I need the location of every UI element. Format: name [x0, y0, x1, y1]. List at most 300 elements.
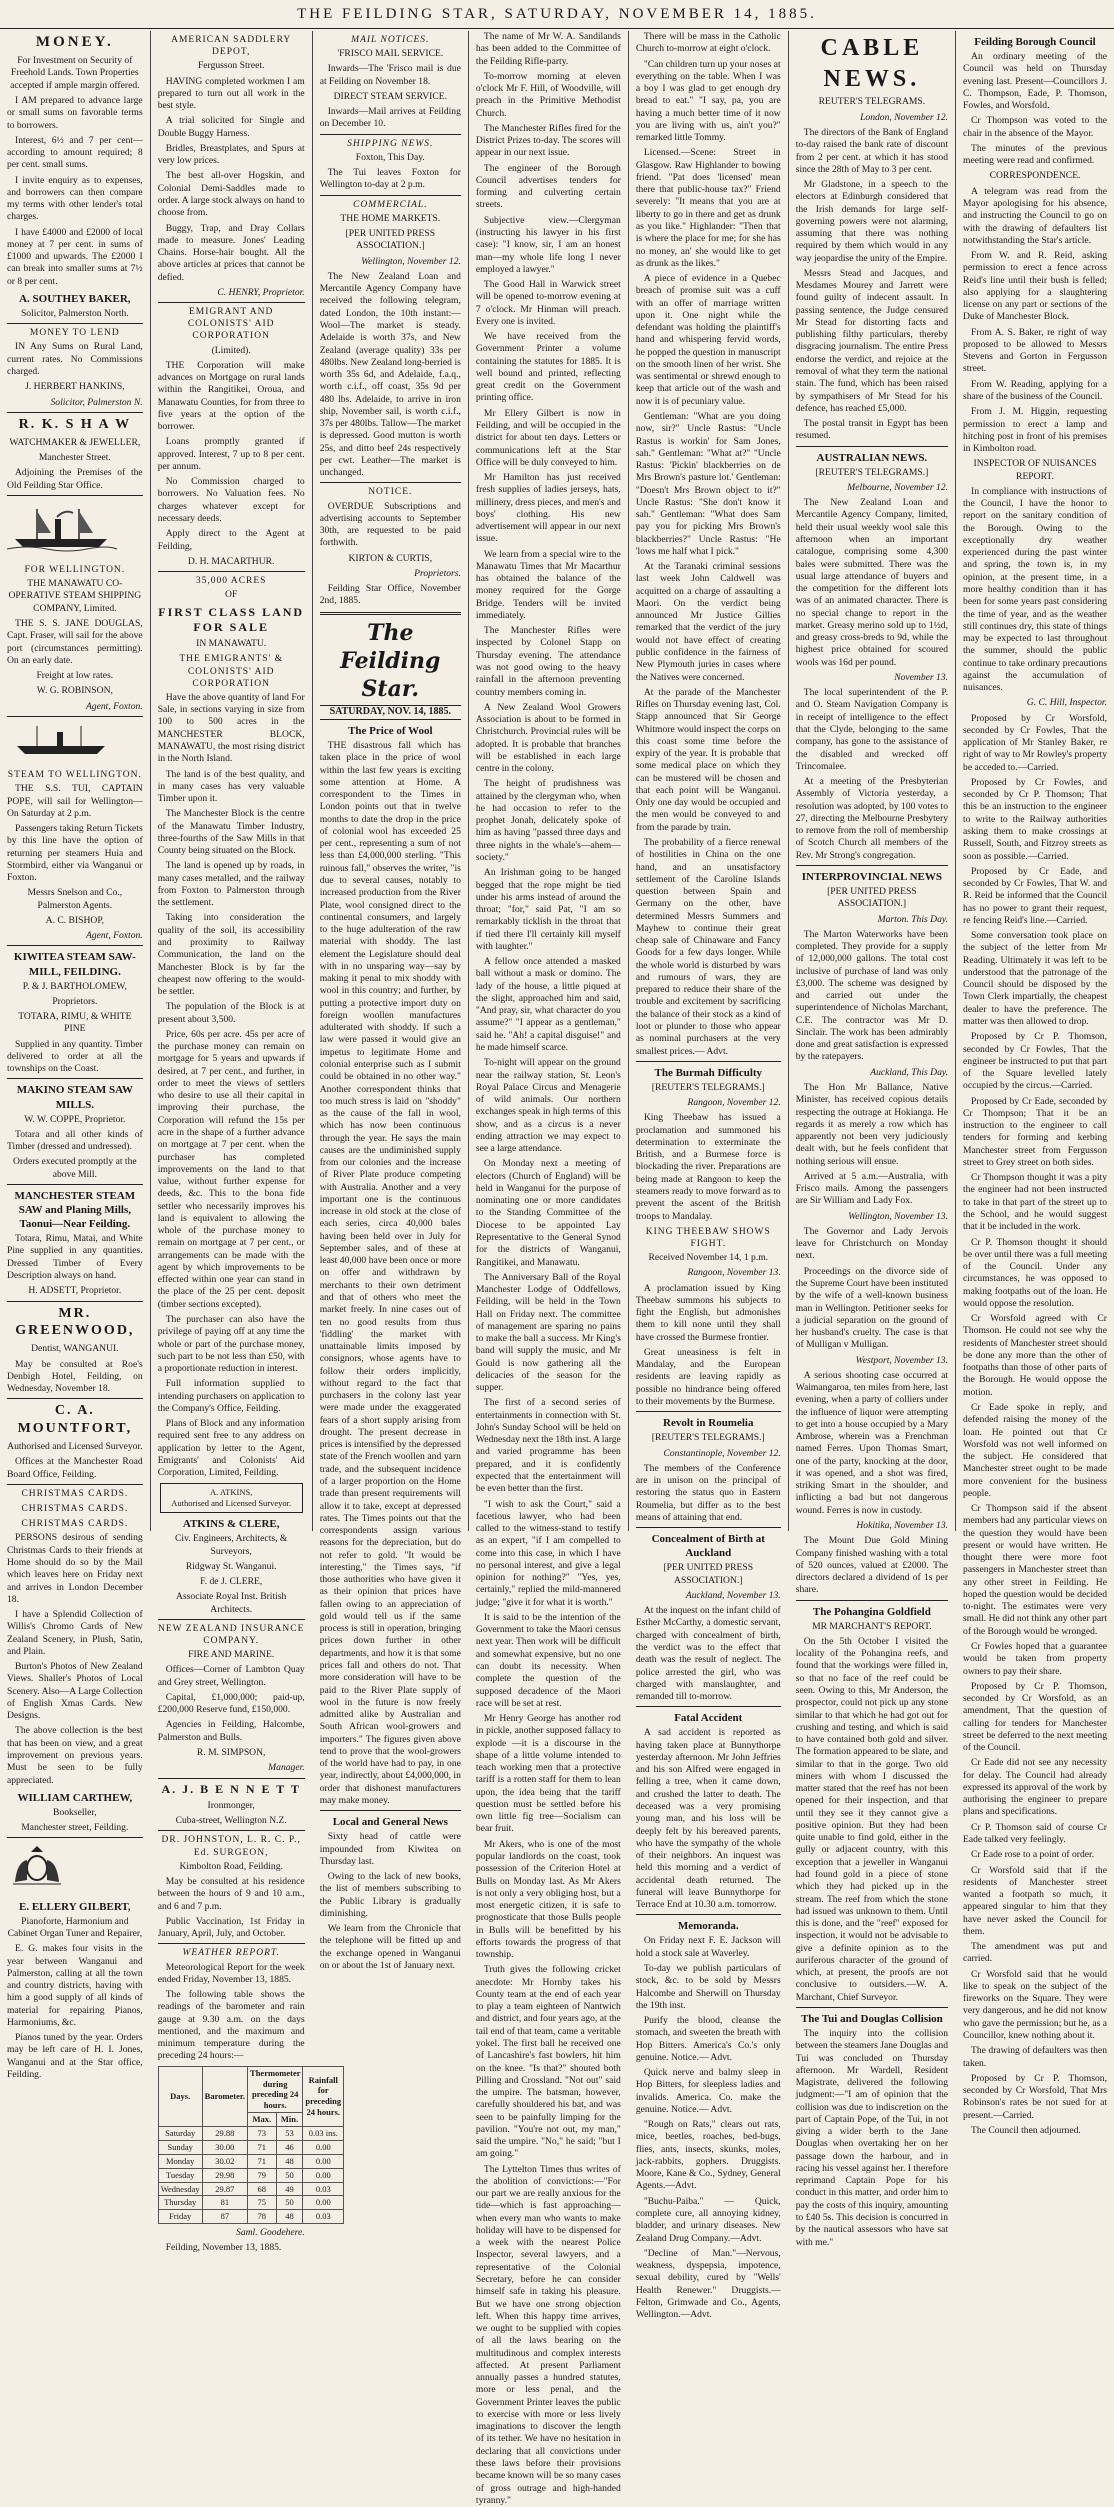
advertiser-sub: WATCHMAKER & JEWELLER, [9, 436, 141, 448]
ad-text: No Commission charged to borrowers. No Valuation fees. No charges whatever except for necessary deeds. [157, 476, 305, 525]
weather-col-header: Rainfall for preceding 24 hours. [303, 2066, 344, 2126]
article-heading: Feilding Borough Council [974, 36, 1096, 48]
article-heading: Concealment of Birth at Auckland [651, 1533, 765, 1560]
column-4 [469, 31, 629, 2506]
weather-cell: 71 [248, 2140, 277, 2154]
ad-text: Apply direct to the Agent at Feilding, [157, 528, 305, 552]
section-sub: DIRECT STEAM SERVICE. [333, 90, 447, 102]
article-text: Cr Worsfold said that if the residents of Manchester street wanted a footpath so much, it appeared singular to him that they have never asked the Council for them. [963, 1864, 1107, 1937]
article-text: The members of the Conference are in unison on the principal of restoring the status quo in Eastern Roumelia, but differ as to the best means of attaining that end. [635, 1462, 781, 1523]
ad-text: Loans promptly granted if approved. Interest, 7 up to 8 per cent. per annum. [157, 436, 305, 472]
advertiser-sub: Ridgway St. Wanganui. [185, 1560, 277, 1572]
ad-text: Buggy, Trap, and Dray Collars made to measure. Jones' Leading Chains. Horse-hair bought. All the above articles at prices that cannot be defied. [157, 222, 305, 283]
ad-heading: MANCHESTER STEAM SAW and Planing Mills, Taonui—Near Feilding. [14, 1189, 136, 1231]
article-text: The New Zealand Loan and Mercantile Agency Company, limited, held their usual weekly wool sale this afternoon when an important catalogue, comprising some 4,300 bales were submitted. There was the usual large attendance of buyers and the competition for the different lots was of an animated character. There is no special change to report in the market. Greasy merino sold up to 1½d, and greasy cross-breds to 9d, while the highest price obtained for scoured wools was 16d per pound. [795, 497, 949, 668]
ad-text: Bridles, Breastplates, and Spurs at very low prices. [157, 142, 305, 167]
column-5 [629, 31, 789, 2321]
news-item: To-night will appear on the ground near the railway station, St. Leon's Royal Palace Circus and Menagerie of wild animals. Our northern exchanges speak in high terms of this show, and as a circus is a never ending attraction we may expect to see a large attendance. [475, 1057, 621, 1155]
article-heading: KING THEEBAW SHOWS FIGHT. [645, 1226, 771, 1249]
weather-text: Meteorological Report for the week ended Friday, November 13, 1885. [157, 1961, 305, 1985]
article-text: The directors of the Bank of England to-day raised the bank rate of discount from 2 per cent. at which it has stood since the 28th of May to 3 per cent. [795, 126, 949, 175]
section-heading: SHIPPING NEWS. [347, 138, 434, 149]
news-item: "Can children turn up your noses at everything on the table. When I was a boy I was glad to get enough dry bread to eat." "I say, pa, you are having a much better time of it now you are living with us, ain't you?" remarked little Tommy. [635, 58, 781, 144]
news-item: "I wish to ask the Court," said a facetious lawyer, who had been called to the witness-stand to testify as an expert, "if I am compelled to come into this case, in which I have no personal interest, and give a legal opinion for nothing?" "Yes, yes, certainly," replied the mild-mannered judge; "give it for what it is worth." [475, 1498, 621, 1608]
article-text: Proposed by Cr P. Thomson, seconded by Cr Worsfold, That Mrs Robinson's rates be not sued for at present.—Carried. [963, 2072, 1107, 2121]
article-text: We learn from the Chronicle that the telephone will be fitted up and the exchange opened in Wanganui on or about the 1st of January next. [319, 1923, 461, 1971]
advertiser-name: P. & J. BARTHOLOMEW, [22, 980, 127, 992]
advertiser-sub: Manchester street, Feilding. [21, 1822, 129, 1834]
weather-cell: 48 [276, 2154, 303, 2168]
ad-text: Full information supplied to intending purchasers on application to the Company's Office, Feilding. [157, 1378, 305, 1414]
news-item: To-day we publish particulars of stock, &c. to be sold by Messrs Halcombe and Sherwill on Thursday the 19th inst. [635, 1962, 781, 2011]
article-text: Proceedings on the divorce side of the Supreme Court have been instituted by the wife of a well-known business man in Wellington. Petitioner seeks for a judicial separation on the ground of her husband's cruelty. The case is that of Mulligan v Mulligan. [795, 1265, 949, 1351]
section-sub: November 13. [894, 671, 949, 683]
section-sub: [REUTER'S TELEGRAMS.] [651, 1081, 765, 1093]
weather-row [158, 2168, 343, 2182]
news-item: A New Zealand Wool Growers Association is about to be formed in Christchurch. Provincial rules will be adopted. It is probable that branches will be established in each large centre in the colony. [475, 701, 621, 775]
advertiser-sub: Ironmonger, [207, 1799, 255, 1811]
ad-text: The population of the Block is at present about 3,500. [157, 1001, 305, 1025]
advertiser-sub: (Limited). [211, 344, 251, 356]
advertiser-name: A. SOUTHEY BAKER, [19, 292, 131, 305]
article-text: Proposed by Cr Eade, seconded by Cr Thompson; That it be an instruction to the engineer to call tenders for forming and kerbing Manchester street from Fergusson street to Grey street on both sides. [963, 1095, 1107, 1168]
article-heading: Memoranda. [677, 1920, 739, 1933]
ad-heading: R. K. S H A W [18, 416, 132, 432]
weather-cell: 0.03 [303, 2182, 344, 2196]
weather-heading: WEATHER REPORT. [182, 1948, 280, 1959]
weather-cell: 53 [276, 2127, 303, 2141]
weather-cell: 0.00 [303, 2168, 344, 2182]
weather-row [158, 2140, 343, 2154]
section-heading: MAIL NOTICES. [351, 35, 430, 45]
advertiser-sub: Solicitor, Palmerston N. [50, 396, 143, 408]
advertiser-name: W. W. COPPE, Proprietor. [24, 1113, 126, 1125]
article-text: In compliance with instructions of the Council, I have the honor to report on the sanitary condition of the Borough. Owing to the exceptionally dry weather experienced during the past winter and spring, the town is, in my opinion, at the present time, in a more healthy condition than it has been for some years past considering the time of year, and as the weather still continues dry, this state of things may be expected to last throughout the summer, should the public continue to take ordinary precautions against the accumulation of nuisances. [963, 485, 1107, 694]
weather-text: The following table shows the readings of the barometer and rain gauge at 9.30 a.m. on the days mentioned, and the maximum and minimum temperature during the preceding 24 hours:— [157, 1989, 305, 2062]
ad-heading: MR. GREENWOOD, [15, 1305, 135, 1339]
advertiser-sub: Proprietors. [52, 995, 98, 1007]
article-heading: AUSTRALIAN NEWS. [816, 451, 928, 464]
article-text: Great uneasiness is felt in Mandalay, and the European residents are leaving rapidly as possible no hindrance being offered to their movements by the Burmese. [635, 1346, 781, 1408]
column-2 [151, 31, 342, 2254]
article-text: From W. and R. Reid, asking permission to erect a fence across Reid's line until their bush is felled; also applying for a slaughtering license on any part or sections of the Duke of Manchester Block. [963, 250, 1107, 323]
section-sub: Wellington, November 12. [361, 255, 461, 267]
ad-text: Taking into consideration the quality of the soil, its accessibility and proximity to Railway Communication, the land on the Manchester Block is by far the cheapest now offering to the would-be settler. [157, 912, 305, 998]
weather-cell: 75 [248, 2196, 277, 2210]
news-item: The first of a second series of entertainments in connection with St. John's Sunday School will be held on Wednesday next the 18th inst. A large and varied programme has been prepared, and it is confidently expected that the entertainment will be even better than the first. [475, 1397, 621, 1495]
section-sub: Received November 14, 1 p.m. [648, 1252, 769, 1264]
ad-heading: MONEY TO LEND [29, 328, 120, 339]
ad-text: Public Vaccination, 1st Friday in January, April, July, and October. [157, 1915, 305, 1940]
advertiser-sub: Bookseller, [53, 1806, 97, 1818]
section-sub: Marton. This Day. [877, 913, 949, 925]
steamship-illustration [7, 503, 117, 553]
ad-text: THE S.S. TUI, CAPTAIN POPE, will sail for Wellington— On Saturday at 2 p.m. [7, 783, 143, 819]
weather-row [158, 2154, 343, 2168]
money-heading: MONEY. [35, 34, 114, 50]
news-item: A fellow once attended a masked ball without a mask or domino. The lady of the house, a little piqued at the slight, approached him and said, "And pray, sir, what character do you assume?" "I appear as a gentleman," said he. "Ah! a capital disguise!" and he made himself scarce. [475, 956, 621, 1053]
advertiser-name: F. de J. CLERE, [200, 1576, 263, 1588]
advertiser-sub: Fergusson Street. [197, 60, 265, 72]
article-heading: The Price of Wool [348, 724, 433, 737]
article-text: The Marton Waterworks have been completed. They provide for a supply of 12,000,000 gallons. The total cost inclusive of purchase of land was only £3,000. The scheme was designed by and carried out under the superintendence of Nicholas Marchant, C.E. The contractor was Mr D. Sinclair. The work has been admirably done and great satisfaction is expressed by the ratepayers. [795, 928, 949, 1063]
weather-cell: 68 [248, 2182, 277, 2196]
article-text: Sixty head of cattle were impounded from Kiwitea on Thursday last. [319, 1831, 461, 1867]
news-item: We have received from the Government Printer a volume containing the statutes for 1885. It is well bound and printed, reflecting great credit on the Government printing office. [475, 331, 621, 404]
news-item: The Manchester Rifles fired for the District Prizes to-day. The scores will appear in our next issue. [475, 122, 621, 159]
advertiser-sub: Dentist, WANGANUI. [31, 1343, 119, 1355]
advertiser-sub: Civ. Engineers, Architects, & Surveyors, [175, 1533, 288, 1557]
section-sub: Rangoon, November 13. [687, 1267, 781, 1279]
news-item: The Good Hall in Warwick street will be opened to-morrow evening at 7 o'clock. Mr Hinman will preach. Every one is invited. [475, 279, 621, 327]
article-text: A proclamation issued by King Theebaw summons his subjects to fight the English, but admonishes them to kill none until they shall have crossed the Burmese frontier. [635, 1282, 781, 1343]
ad-text: Pianos tuned by the year. Orders may be left care of H. I. Jones, Wanganui and at the Star office, Feilding. [7, 2032, 143, 2080]
advertiser-name: W. G. ROBINSON, [36, 685, 113, 697]
ad-text: E. G. makes four visits in the year between Wanganui and Palmerston, calling at all the town and country districts, having with him a good supply of all kinds of material for repairing Pianos, Harmoniums, &c. [7, 1943, 143, 2028]
weather-cell: Wednesday [158, 2182, 202, 2196]
advertiser-sub: Cuba-street, Wellington N.Z. [175, 1815, 287, 1827]
advertiser-sub: Authorised and Licensed Surveyor. [171, 1498, 292, 1509]
advertiser-sub: Manager. [268, 1762, 305, 1774]
weather-cell: Saturday [158, 2127, 202, 2141]
ad-heading: 35,000 ACRES [195, 576, 267, 587]
weather-cell: 73 [248, 2127, 277, 2141]
weather-row [158, 2182, 343, 2196]
article-text: Proposed by Cr Fowles, and seconded by Cr P. Thomson; That this be an instruction to the engineer to write to the Railway authorities asking them to make crossings at Russell, South, and Fitzroy streets as soon as possible.—Carried. [963, 776, 1107, 862]
advertiser-name: ATKINS & CLERE, [182, 1518, 280, 1531]
article-text: The inquiry into the collision between the steamers Jane Douglas and Tui was concluded on Thursday afternoon. Mr Wardell, Resident Magistrate, delivered the following judgment:—"I am of opinion that the collision was due to indiscretion on the part of Captain Pope, of the Tui, in not giving a wider berth to the Jane Douglas when overtaking her on her passage down the harbour, and in racing his vessel against her. I therefore reprimand Captain Pope for his conduct in this matter, and order him to pay the costs of this inquiry, amounting to £40 5s. This decision is concurred in by the nautical assessors who have sat with me." [795, 2028, 949, 2248]
column-7 [956, 31, 1114, 2136]
advertiser-sub: Authorised and Licensed Surveyor. [7, 1441, 143, 1453]
ad-text: Totara, Rimu, Matai, and White Pine supplied in any quantities. Dressed Timber of Every Description always on hand. [7, 1233, 143, 1281]
steamship-illustration [7, 724, 117, 758]
article-text: Cr Thompson said if the absent members had any particular views on the question they would have been present or would have written. He thought there were more foot passengers in Manchester street than any other street in Feilding. He hoped the question would be decided to-night. The estimates were very small. He did not think any other part of the Borough would be wronged. [963, 1503, 1107, 1637]
ad-heading: FOR WELLINGTON. [24, 565, 126, 576]
section-sub: Foxton, This Day. [355, 151, 425, 163]
weather-cell: 78 [248, 2210, 277, 2224]
advertiser-name: G. C. Hill, Inspector. [1026, 697, 1107, 709]
weather-cell: 81 [202, 2196, 247, 2210]
ad-text: I have a Splendid Collection of Willis's Chromo Cards of New Zealand Scenery, in Plush, Satin, and Plain. [7, 1609, 143, 1657]
ad-text: Offices at the Manchester Road Board Office, Feilding. [7, 1456, 143, 1480]
news-item: At the parade of the Manchester Rifles on Thursday evening last, Col. Stapp announced that Sir George Whitmore would inspect the corps on this coast some time before the expiry of the year. It is probable that some medical place on which they can be mustered will be chosen and that each point will be Wanganui. Only one day would be occupied and the men would be conveyed to and from the parade by train. [635, 686, 781, 833]
advertiser-name: R. M. SIMPSON, [196, 1747, 266, 1759]
ad-text: May be consulted at his residence between the hours of 9 and 10 a.m., and 6 and 7 p.m. [157, 1876, 305, 1912]
weather-subheader: Max. [248, 2113, 277, 2127]
weather-subheader: Min. [276, 2113, 303, 2127]
news-item: The engineer of the Borough Council advertises tenders for forming and culverting certain streets. [475, 162, 621, 211]
weather-cell: 29.98 [202, 2168, 247, 2182]
weather-row [158, 2196, 343, 2210]
news-item: Mr Akers, who is one of the most popular landlords on the coast, took possession of the Criterion Hotel at Bulls on Monday last. As Mr Akers is not only a very obliging host, but a most energetic citizen, it is safe to prognosticate that those Bulls people in Bulls will be benefitted by his efforts towards the progress of that township. [475, 1838, 621, 1961]
advertiser-name: J. HERBERT HANKINS, [25, 381, 125, 393]
masthead: THE FEILDING STAR, SATURDAY, NOVEMBER 14, 1885. [0, 0, 1114, 29]
news-item: To-morrow morning at eleven o'clock Mr F. Hill, of Woodville, will preach in the Primitive Methodist Church. [475, 70, 621, 119]
article-text: Cr Eade did not see any necessity for delay. The Council had already expressed its approval of the work by authorising the engineer to prepare plans and specifications. [963, 1757, 1107, 1818]
weather-cell: 46 [276, 2140, 303, 2154]
article-heading: Local and General News [332, 1816, 448, 1829]
ad-heading: KIWITEA STEAM SAW-MILL, FEILDING. [13, 951, 136, 978]
weather-row [158, 2210, 343, 2224]
advertiser-name: D. H. MACARTHUR. [187, 555, 275, 567]
weather-cell: Sunday [158, 2140, 202, 2154]
ad-text: May be consulted at Roe's Denbigh Hotel, Feilding, on Wednesday, November 18. [7, 1358, 143, 1395]
weather-cell: 71 [248, 2154, 277, 2168]
weather-cell: 0.03 [303, 2210, 344, 2224]
ad-text: Supplied in any quantity. Timber delivered to order at all the townships on the Coast. [7, 1038, 143, 1075]
ad-text: Agencies in Feilding, Halcombe, Palmerston and Bulls. [157, 1719, 305, 1743]
news-item: The name of Mr W. A. Sandilands has been added to the Committee of the Feilding Rifle-party. [475, 31, 621, 67]
ad-text: Burton's Photos of New Zealand Views. Shaller's Photos of Local Scenery. Also—A Large Collection of English Xmas Cards. New Designs. [7, 1661, 143, 1722]
weather-cell: 0.00 [303, 2196, 344, 2210]
section-heading: COMMERCIAL. [353, 199, 428, 210]
ad-text: The land is of the best quality, and in many cases has very valuable Timber upon it. [157, 768, 305, 805]
ad-text: Messrs Snelson and Co., Palmerston Agents. [27, 887, 123, 911]
cable-news-heading: CABLE NEWS. [820, 35, 924, 92]
news-item: "Rough on Rats," clears out rats, mice, beetles, roaches, bed-bugs, flies, ants, insects, skunks, moles, jack-rabbits, gophers. Druggists. Moore, Kane & Co., Sydney, General Agents.—Advt. [635, 2119, 781, 2192]
ad-text: Totara and all other kinds of Timber (dressed and undressed). [7, 1128, 143, 1153]
columns [0, 31, 1114, 2506]
article-text: Owing to the lack of new books, the list of members subscribing to the Public Library is gradually diminishing. [319, 1871, 461, 1919]
article-text: Proposed by Cr Worsfold, seconded by Cr Fowles, That the application of Mr Stanley Baker, re right of way to Mr Rowley's property be acceded to.—Carried. [963, 712, 1107, 773]
section-sub: Hokitika, November 13. [856, 1520, 949, 1532]
article-text: Inwards—Mail arrives at Feilding on December 10. [319, 106, 461, 130]
ad-text: IN MANAWATU. [196, 638, 267, 650]
ad-text: Orders executed promptly at the above Mill. [13, 1156, 137, 1180]
ad-text: The purchaser can also have the privilege of paying off at any time the whole or part of the purchase money, such part to be not less than £50, with a proportionate reduction in interest. [157, 1313, 305, 1375]
article-text: Proposed by Cr P. Thomson, seconded by Cr Fowles, That the engineer be instructed to put that part of the Square levelled lately occupied by the circus.—Carried. [963, 1031, 1107, 1092]
article-text: OVERDUE Subscriptions and advertising accounts to September 30th, are requested to be paid forthwith. [319, 500, 461, 549]
article-text: The local superintendent of the P. and O. Steam Navigation Company is in receipt of intelligence to the effect that the Clyde, belonging to the same company, has gone to the assistance of the disabled and wrecked off Trincomalee. [795, 687, 949, 772]
article-text: A serious shooting case occurred at Waimangaroa, ten miles from here, last evening, when a party of colliers under the influence of liquor were attempting to get into a house occupied by a Mary Ambrose, wherein was a Frenchman named Ferres. Upon Thomas Smart, one of the party, knocking at the door, it was opened, and a shot was fired, striking Smart in the shoulder, and inflicting a bad but not dangerous wound. Ferres is now in custody. [795, 1369, 949, 1516]
ad-text: Freight at low rates. [36, 670, 114, 682]
article-text: King Theebaw has issued a proclamation and summoned his determination to exterminate the British, and a Burmese force is blockading the river. Preparations are being made at Rangoon to keep the steamers ready to move forward as to prevent the ascent of the British troops to Mandalay. [635, 1112, 781, 1222]
article-text: From J. M. Higgin, requesting permission to erect a lamp and hitching post in front of his premises in Kimbolton road. [963, 406, 1107, 455]
column-1 [0, 31, 151, 2080]
ad-text: THE S. S. JANE DOUGLAS, Capt. Fraser, will sail for the above port (circumstances permitting). On an early date. [7, 617, 143, 666]
article-text: At a meeting of the Presbyterian Assembly of Victoria yesterday, a resolution was adopted, by 100 votes to 27, directing the Melbourne Presbytery to remove from the roll of membership of Scotch Church all members of the Rev. Mr Strong's congregation. [795, 776, 949, 861]
weather-col-header: Thermometer during preceding 24 hours. [248, 2066, 303, 2113]
article-text: Cr Fowles hoped that a guarantee would be taken from property owners to pay their share. [963, 1641, 1107, 1677]
ad-text: The land is opened up by roads, in many cases metalled, and the railway from Foxton to Palmerston through the settlement. [157, 860, 305, 909]
ad-text: OF [225, 589, 238, 601]
article-text: Feilding Star Office, November 2nd, 1885. [319, 583, 461, 607]
money-text: I AM prepared to advance large or small sums on favorable terms to borrowers. [7, 94, 143, 131]
article-text: Cr Thompson was voted to the chair in the absence of the Mayor. [963, 115, 1107, 139]
ad-text: THE Corporation will make advances on Mortgage on rural lands within the Rangitikei, Oroua, and Manawatu Counties, for from three to five years at the option of the borrower. [157, 359, 305, 433]
article-text: The Mount Due Gold Mining Company finished washing with a total of 520 ounces, valued at £2000. The directors declared a dividend of 1s per share. [795, 1535, 949, 1596]
article-heading: Revolt in Roumelia [663, 1417, 754, 1430]
ad-text: Have the above quantity of land For Sale, in sections varying in size from 100 to 500 acres in the MANCHESTER BLOCK, MANAWATU, the most rising district in the North Island. [157, 691, 305, 765]
ad-heading: THE EMIGRANTS' & COLONISTS' AID CORPORATION [179, 654, 284, 689]
news-item: The height of prudishness was attained by the clergyman who, when he had occasion to refer to the prophet Jonah, delicately spoke of him as having "passed three days and three nights in the whale's—ahem—society." [475, 778, 621, 863]
article-text: From A. S. Baker, re right of way proposed to be allowed to Messrs Stevens and Gorton in Fergusson street. [963, 326, 1107, 375]
article-text: A sad accident is reported as having taken place at Bunnythorpe yesterday afternoon. Mr John Jeffries and his son Alfred were engaged in felling a tree, when it came down, and crushed the latter to death. The deceased was a very promising young man, and his loss will be deeply felt by his bereaved parents, who have the sympathy of the whole of their neighbors. An inquest was held this morning and a verdict of accidental death returned. The funeral will leave Bunnythorpe for Terrace End at 10.30 a.m. tomorrow. [635, 1727, 781, 1911]
article-heading: The Tui and Douglas Collision [800, 2012, 943, 2025]
article-text: Inwards—The 'Frisco mail is due at Feilding on November 18. [319, 63, 461, 87]
ad-heading: C. A. MOUNTFORT, [17, 1403, 133, 1437]
article-text: Cr P. Thomson thought it should be over until there was a full meeting of the Council. Under any circumstances, he was opposed to making footpaths out of the loan. He would oppose the resolution. [963, 1236, 1107, 1309]
article-text: Cr Worsfold said that he would like to speak on the subject of the fireworks on the Square. They were very dangerous, and he did not know who gave the permission; but he, as a Councillor, knew nothing about it. [963, 1968, 1107, 2041]
weather-cell: 30.02 [202, 2154, 247, 2168]
news-item: Mr Hamilton has just received fresh supplies of ladies jerseys, hats, millinery, dress pieces, and men's and boys' clothing. His new advertisement will appear in our next issue. [475, 472, 621, 545]
news-item: Mr Henry George has another rod in pickle, another supposed fallacy to explode —it is a discourse in the shape of a little volume intended to teach working men that a protective tariff is a rotten staff for them to lean upon, the idea being that the tariff question must be settled before his own little fig tree—Socialism can bear fruit. [475, 1713, 621, 1835]
ad-heading: CHRISTMAS CARDS. [21, 1504, 129, 1515]
article-text: The Tui leaves Foxton for Wellington to-day at 2 p.m. [319, 167, 461, 191]
article-text: From W. Reading, applying for a share of the business of the Council. [963, 378, 1107, 402]
section-sub: Auckland, November 13. [685, 1589, 781, 1601]
weather-cell: 29.87 [202, 2182, 247, 2196]
section-sub: [REUTER'S TELEGRAMS.] [651, 1432, 765, 1444]
advertiser-sub: Agent, Foxton. [85, 700, 143, 712]
ad-text: PERSONS desirous of sending Christmas Cards to their friends at Home should do so by the Mail which leaves here on Friday next and arrives in London December 18. [7, 1532, 143, 1605]
advertiser-name: Saml. Goodehere. [236, 2227, 305, 2239]
news-item: The Lyttelton Times thus writes of the abolition of convictions:—"For our part we are really anxious for the tide—which is fast approaching—when every man who wants to make holiday will have to be dispensed for a week with the nearest Police Inspector, several lawyers, and a representative of the Colonial Secretary, before he can consider himself safe in taking his pleasure. But we have one strong objection left. When this happy time arrives, we ought to be supplied with copies of all the laws bearing on the multitudinous and complex interests affected. At present Parliament annually passes a hundred statutes, more or less penal, and the Government Printer leaves the public to exercise with more or less lively imaginations to discover the length of its tether. We have no hesitation in declaring that all convictions under these laws before their provisions became known will be so many cases of gross outrage and high-handed tyranny." [475, 2163, 621, 2506]
royal-crest-illustration [7, 1844, 67, 1888]
advertiser-sub: Proprietors. [414, 567, 461, 579]
ad-text: Capital, £1,000,000; paid-up, £200,000 Reserve fund, £150,000. [157, 1691, 305, 1716]
advertiser-name: C. HENRY, Proprietor. [217, 286, 305, 298]
article-text: Cr Eade spoke in reply, and defended raising the money of the loan. He pointed out that Cr Worsfold was not well informed on the subject. He considered that Manchester street ought to be made more convenient for the business people. [963, 1401, 1107, 1499]
ad-heading: CHRISTMAS CARDS. [21, 1489, 129, 1499]
ad-text: TOTARA, RIMU, & WHITE PINE [18, 1011, 132, 1035]
article-text: At the inquest on the infant child of Esther McCarthy, a domestic servant, charged with concealment of birth, the verdict was to the effect that death was the result of neglect. The police arrested the girl, who was charged with manslaughter, and remanded till to-morrow. [635, 1605, 781, 1703]
weather-cell: 0.03 ins. [303, 2127, 344, 2141]
weather-cell: 87 [202, 2210, 247, 2224]
section-sub: [REUTER'S TELEGRAMS.] [815, 466, 929, 478]
weather-col-header: Days. [158, 2066, 202, 2126]
article-text: The postal transit in Egypt has been resumed. [795, 418, 949, 442]
money-text: For Investment on Security of Freehold Lands. Town Properties accepted if ample margin offered. [10, 55, 140, 91]
section-sub: MR MARCHANT'S REPORT. [812, 1620, 932, 1632]
weather-cell: Tuesday [158, 2168, 202, 2182]
section-sub: London, November 12. [860, 111, 949, 123]
ad-heading: EMIGRANT AND COLONISTS' AID CORPORATION [187, 307, 275, 342]
weather-cell: 30.00 [202, 2140, 247, 2154]
ad-heading: DR. JOHNSTON, L. R. C. P., Ed. SURGEON, [161, 1835, 301, 1858]
section-sub: [PER UNITED PRESS ASSOCIATION.] [663, 1562, 754, 1586]
weather-cell: Friday [158, 2210, 202, 2224]
article-heading: INTERPROVINCIAL NEWS [801, 870, 942, 883]
news-item: The Anniversary Ball of the Royal Manchester Lodge of Oddfellows, Feilding, will be held in the Town Hall on Friday next. The committee of management are sparing no pains to make the ball a success. Mr King's band will supply the music, and Mr Gould is now gathering all the delicacies of the season for the supper. [475, 1271, 621, 1394]
money-text: Interest, 6½ and 7 per cent—according to amount required; 8 per cent. small sums. [7, 134, 143, 171]
ad-heading: AMERICAN SADDLERY DEPOT, [171, 35, 292, 58]
weather-cell: Thursday [158, 2196, 202, 2210]
article-text: The amendment was put and carried. [963, 1941, 1107, 1965]
article-text: Cr Eade rose to a point of order. [971, 1849, 1095, 1861]
article-text: The New Zealand Loan and Mercantile Agency Company have received the following telegram, dated London, the 10th instant:—Wool—The market is steady. Adelaide is worth 37s, and New Zealand (average quality) 33s per 480lbs. New Zealand long-berried is worth 35s 6d, and Adelaide, f.a.q., worth c.i.f., off coast, 35s 9d per 480 lbs. Adelaide, to arrive in iron ship, November sail, is worth c.i.f., 37s per 480lbs. Tallow—The market is depressed. Good mutton is worth 25s, and ditto beef 24s respectively per cwt. Leather—The market is unchanged. [319, 270, 461, 479]
article-text: The Council then adjourned. [971, 2124, 1081, 2136]
advertiser-name: A. C. BISHOP, [45, 914, 105, 926]
ad-heading: STEAM TO WELLINGTON. [7, 770, 142, 781]
weather-date: Feilding, November 13, 1885. [165, 2242, 282, 2254]
news-item: On Friday next F. E. Jackson will hold a stock sale at Waverley. [635, 1935, 781, 1959]
section-sub: CORRESPONDENCE. [989, 170, 1081, 182]
news-item: An Irishman going to be hanged begged that the rope might be tied under his arms instead of around the throat; "for," said Pat, "I am so remarkably ticklish in the throat that if tied there I'll certainly kill myself with laughter." [475, 867, 621, 952]
weather-row [158, 2127, 343, 2141]
column-6 [789, 31, 956, 2248]
weather-cell: 79 [248, 2168, 277, 2182]
section-sub: [PER UNITED PRESS ASSOCIATION.] [345, 228, 436, 252]
news-item: Subjective view.—Clergyman (instructing his lawyer in his first case): "I know, sir, I am an honest man—my whole life long I never employed a lawyer." [475, 214, 621, 275]
ad-text: The above collection is the best that has been on view, and a great improvement on previous years. Must be seen to be fully appreciated. [7, 1725, 143, 1786]
ad-heading: MAKINO STEAM SAW MILLS. [16, 1084, 133, 1111]
weather-cell: 50 [276, 2196, 303, 2210]
money-text: I have £4000 and £2000 of local money at 7 per cent. in sums of £1000 and upwards. The £2000 I can break into smaller sums at 7½ or 8 per cent. [7, 226, 143, 287]
article-text: THE disastrous fall which has taken place in the price of wool within the last few years is exciting some attention at Home. A correspondent to the Times in London points out that in twelve months to date the drop in the price of colonial wool has exceeded 25 per cent., representing a sum of not less than £4,000,000 sterling. "This ruinous fall," observes the writer, "is due to several causes, notably to increased production from the River Plate, wool consigned direct to the continental consumers, and largely to the huge adulteration of the raw material with shoddy. The last element the Legislature should deal with in no unsparing way—say by making it penal to mix shoddy with wool in this country; and further, by putting a protective import duty on foreign woollen manufactures adulterated with shoddy. If such a law were passed it would give an impetus to legitimate Home and colonial enterprise such as I submit could be obtained in no other way." Another correspondent thinks that too much stress is laid on "shoddy" as the cause of the fall in wool, which has now been continuous through the year. He says the main causes are the undiminished supply from our colonies and the increase of River Plate produce competing with Australia. Another and a very important one is the continuous increase in old stock at the close of each series, circa 40,000 bales having been held over in July for September sales, and of these at least 40,000 have been once or more on offer and withdrawn by merchants to their own detriment and that of others who meet the market freely. In nine cases out of ten no good results from thus 'fiddling' the market with unattainable limits imposed by consignors, whose agents have to follow their orders implicitly, without regard to the fact that purchasers in the colony last year were made under the exaggerated fears of a short supply arising from drought. The present decrease in prices is intensified by the depressed state of the French woollen and yarn trade, and the subsequent incidence of a larger proportion on the Home trade than present requirements will allow it to take, except at depressed rates. The Times points out that the correspondents assign various reasons for the depreciation, but do not refer to gold. "It would be interesting," the Times says, "if those authorities who have given it as their opinion that prices have fallen owing to an appreciation of gold would tell us if the same process is still in operation, bringing prices down further in other departments, and how it is that some prices fall and others do not. That more consideration will have to be paid to the River Plate supply of wool in the future is now freely admitted alike by Australian and South African wool-growers and importers." The figures given above tend to prove that the wool-growers of the world have had to pay, in one year, indirectly, about £4,000,000, in order that dishonest manufacturers may make money. [319, 740, 461, 1806]
section-sub: Wellington, November 13. [848, 1210, 949, 1222]
article-text: Arrived at 5 a.m.—Australia, with Frisco mails. Among the passengers are Sir William and Lady Fox. [795, 1170, 949, 1207]
advertiser-sub: Pianoforte, Harmonium and Cabinet Organ Tuner and Repairer, [7, 1915, 143, 1939]
news-item: There will be mass in the Catholic Church to-morrow at eight o'clock. [635, 31, 781, 55]
section-sub: [PER UNITED PRESS ASSOCIATION.] [827, 886, 917, 910]
advertiser-name: KIRTON & CURTIS, [348, 552, 433, 564]
advertiser-sub: Associate Royal Inst. British Architects. [176, 1591, 287, 1615]
section-sub: Rangoon, November 12. [687, 1097, 781, 1109]
article-text: Proposed by Cr P. Thomson, seconded by Cr Worsfold, as an amendment, That the question of calling for tenders for Manchester street be deferred to the next meeting of the Council. [963, 1680, 1107, 1754]
ad-text: Price, 60s per acre. 45s per acre of the purchase money can remain on mortgage for 5 years and upwards if desired, at 7 per cent., and further, in order to meet the views of settlers who desire to use all their capital in improving their purchase, the Corporation will refund the 15s per acre in the shape of a further advance on mortgage at 7 per cent. when the purchaser has completed improvements on the land to that value, without further expense for deeds, &c. This to the bona fide settler who necessarily improves his land is equivalent to allowing the whole of the purchase money to remain on mortgage at 7 per cent., or arrangements can be made with the agent by which improvements to be effected within one year can stand in the place of the 25 per cent. deposit (timber sections excepted). [157, 1028, 305, 1310]
advertiser-name: A. ATKINS, [210, 1487, 253, 1498]
ad-text: IN Any Sums on Rural Land, current rates. No Commissions charged. [7, 341, 143, 377]
section-sub: INSPECTOR OF NUISANCES REPORT. [973, 458, 1097, 482]
atkins-box [160, 1483, 303, 1513]
weather-cell: 48 [276, 2210, 303, 2224]
news-item: A piece of evidence in a Quebec breach of promise suit was a cuff with an offer of marriage written upon it. One night while the defendant was holding the plaintiff's hand and whispering fervid words, he popped the question in manuscript on the smooth linen of her wrist. She was sentimental or shrewd enough to keep that article out of the wash and now it is of pecuniary value. [635, 273, 781, 407]
section-sub: 'FRISCO MAIL SERVICE. [337, 48, 444, 60]
news-item: Licensed.—Scene: Street in Glasgow. Raw Highlander to bowing friend. "Pat does 'licensed' mean there that public-house tax?" Friend severely: "It means that you are at liberty to go in there and get as drunk as you like." Highlander: "Then that is where the place for me; for she has no money, an' she would like to get as drunk as the likes." [635, 147, 781, 269]
article-text: The Hon Mr Ballance, Native Minister, has received copious details respecting the outrage at Hokianga. He regards it as merely a row which has apparently not been very judiciously dealt with, but he feels confident that nothing serious will ensue. [795, 1081, 949, 1167]
ad-text: THE MANAWATU CO-OPERATIVE STEAM SHIPPING COMPANY, Limited. [8, 578, 142, 614]
ad-text: The Manchester Block is the centre of the Manawatu Timber Industry, three-fourths of the Saw Mills in that County being situated on the Block. [157, 808, 305, 857]
ad-text: Offices—Corner of Lambton Quay and Grey street, Wellington. [157, 1664, 305, 1688]
weather-col-header: Barometer. [202, 2066, 247, 2126]
issue-date: SATURDAY, NOV. 14, 1885. [320, 705, 461, 720]
news-item: On Monday next a meeting of electors (Church of England) will be held in Wanganui for the purpose of nominating one or more candidates to the Standing Committee of the Diocese to be appointed Lay Representative to the General Synod for the districts of Wanganui, Rangitikei, and Manawatu. [475, 1158, 621, 1268]
article-text: Mr Gladstone, in a speech to the electors at Edinburgh considered that the Irish demands for large self-governing powers were not alarming, assuming that there was nothing required by them which would in any way jeopardise the unity of the Empire. [795, 179, 949, 264]
ad-heading: FIRST CLASS LAND FOR SALE [158, 604, 305, 634]
ad-heading: CHRISTMAS CARDS. [21, 1519, 129, 1530]
article-text: Messrs Stead and Jacques, and Mesdames Mourey and Jarrett were found guilty of indecent assault. In passing sentence, the Judge censured Mr Stead for distorting facts and publishing filthy particulars, thereby disgracing journalism. The entire Press endorse the verdict, and rejoice at the removal of what they term the national stain. The fund, which has been raised by sympathisers of Mr Stead for his defence, has reached £5,000. [795, 267, 949, 414]
news-item: "Decline of Man."—Nervous, weakness, dyspepsia, impotence, sexual debility, cured by "Wells' Health Renewer." Druggists.—Felton, Grimwade and Co., Agents, Wellington.—Advt. [635, 2247, 781, 2321]
article-text: Cr Thompson thought it was a pity the engineer had not been instructed to take in that part of the street up to the School, and he would suggest that it be included in the work. [963, 1172, 1107, 1233]
weather-cell: 50 [276, 2168, 303, 2182]
ad-heading: A. J. B E N N E T T [161, 1781, 301, 1796]
news-item: Gentleman: "What are you doing now, sir?" Uncle Rastus: "Uncle Rastus is workin' for Sam Jones, sah." Gentleman: "What at?" "Uncle Rastus: 'Pickin' blackberries on de Mrs Brown's pasture lot.' Gentleman: "Doesn't Mrs Brown object to it?" Uncle Rastus: "She don't know it sah." Gentleman: "What does Sam pay you for picking Mrs Brown's blackberries?" Uncle Rastus: "He 'lows me half what I pick." [635, 410, 781, 557]
news-item: Purify the blood, cleanse the stomach, and sweeten the breath with Hop Bitters. America's Co.'s only genuine. Notice.— Advt. [635, 2015, 781, 2063]
advertiser-sub: Agent, Foxton. [85, 930, 143, 942]
weather-table [158, 2066, 344, 2225]
ad-text: Passengers taking Return Tickets by this line have the option of returning per steamers Huia and Stormbird, either via Wanganui or Foxton. [7, 823, 143, 884]
article-text: Cr P. Thomson said of course Cr Eade talked very feelingly. [963, 1821, 1107, 1845]
news-item: "Buchu-Paiba." — Quick, complete cure, all annoying kidney, bladder, and urinary diseases. New Zealand Drug Company.—Advt. [635, 2195, 781, 2244]
article-text: The Governor and Lady Jervois leave for Christchurch on Monday next. [795, 1225, 949, 1262]
ad-text: Plans of Block and any information required sent free to any address on application by letter to the Agent, Emigrants' and Colonists' Aid Corporation, Limited, Feilding. [157, 1418, 305, 1479]
news-item: At the Taranaki criminal sessions last week John Caldwell was acquitted on a charge of assaulting a Maori. On the verdict being announced Mr Justice Gillies remarked that the verdict of the jury would not have effect of creating public confidence in the fairness of New Plymouth juries in cases where the Natives were concerned. [635, 561, 781, 683]
advertiser-sub: Kimbolton Road, Feilding. [179, 1860, 283, 1872]
news-item: We learn from a special wire to the Manawatu Times that Mr Macarthur has obtained the balance of the money required for the Gorge Bridge. Tenders will be invited immediately. [475, 548, 621, 621]
news-item: Truth gives the following cricket anecdote: Mr Hornby takes his County team at the end of each year to play a team eighteen of Nantwich and district, and four years ago, at the tail end of that team, came a veritable yokel. The first ball he received one of Lancashire's fast bowlers, hit him on the knee. "Is that?" shouted both Pilling and Crossland. "Not out" said the umpire. The batsman, however, carefully shouldered his bat, and was seen to be painfully limping for the pavilion. "You're not out, my man," said the umpire. "No," he said; "but I am going." [475, 1964, 621, 2160]
section-sub: Constantinople, November 12. [663, 1447, 781, 1459]
weather-cell: 0.00 [303, 2154, 344, 2168]
section-sub: Westport, November 13. [855, 1354, 949, 1366]
news-item: It is said to be the intention of the Government to take the Maori census next year. Then work will be difficult and somewhat expensive, but no one can doubt its necessity. When complete the question of the supposed decadence of the Maori race will be set at rest. [475, 1611, 621, 1709]
section-heading: NOTICE. [368, 487, 413, 498]
money-text: I invite enquiry as to expenses, and borrowers can then compare my terms with other lender's total charges. [7, 174, 143, 223]
section-sub: THE HOME MARKETS. [340, 212, 441, 224]
section-sub: Auckland, This Day. [870, 1066, 949, 1078]
advertiser-sub: FIRE AND MARINE. [188, 1649, 275, 1661]
advertiser-name: WILLIAM CARTHEW, [17, 1791, 133, 1804]
